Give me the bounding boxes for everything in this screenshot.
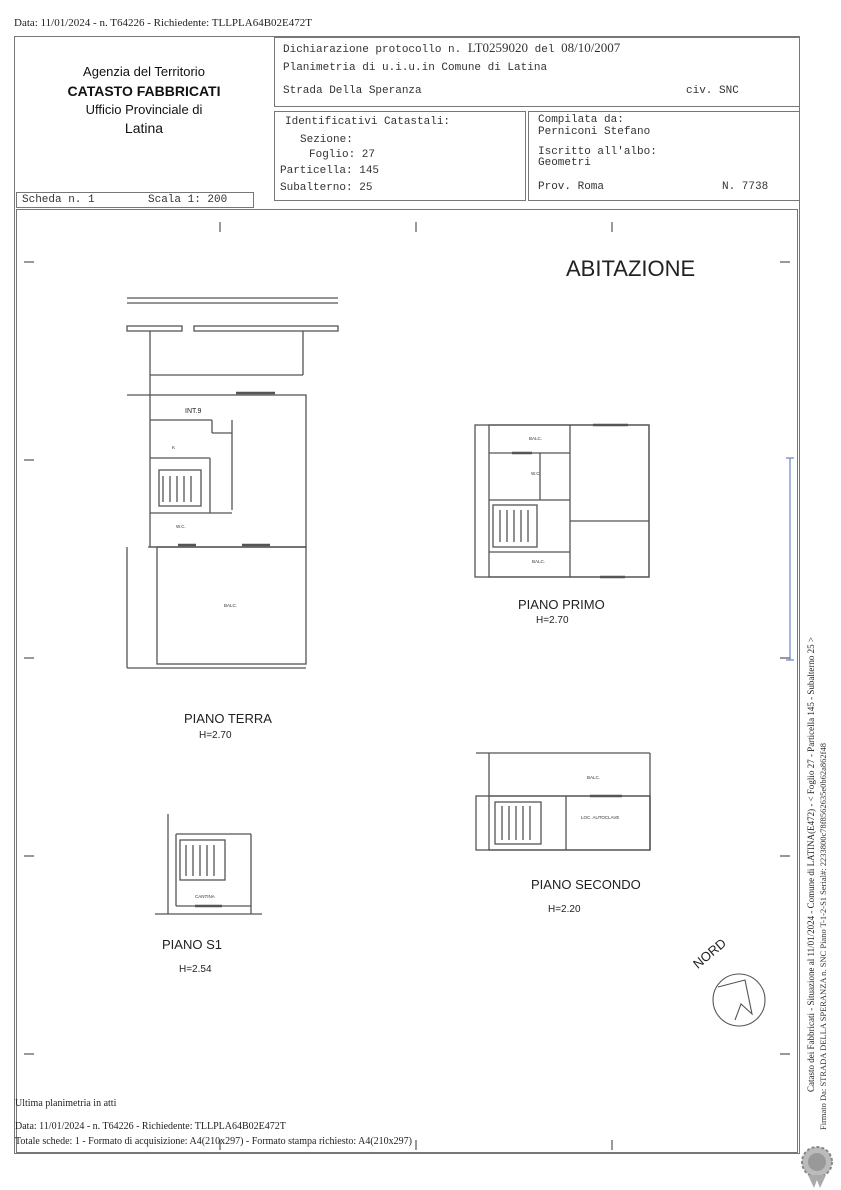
compilata-label: Compilata da: [538,114,624,126]
room-wc-primo: W.C. [531,471,541,476]
room-cantina: CANTINA [195,894,215,899]
protocol-date: 08/10/2007 [561,40,621,55]
room-loc-autoclave: LOC. AUTOCLAVE [581,815,620,820]
height-piano-terra: H=2.70 [199,730,232,741]
room-balc-terra: BALC. [224,603,238,608]
height-piano-s1: H=2.54 [179,964,212,975]
room-balc-secondo: BALC. [587,775,601,780]
sezione: Sezione: [300,134,353,146]
ident-title: Identificativi Catastali: [285,116,451,128]
street-line: Strada Della Speranza [283,85,422,97]
compilata-name: Perniconi Stefano [538,126,651,138]
subalterno: Subalterno: 25 [280,182,373,194]
side-text-2: Firmato Da: STRADA DELLA SPERANZA n. SNC Piano T-1-2-S1 Serial#: 2233800c78f8562635e0b62a862f48 [818,743,828,1130]
plan-piano-primo [475,425,649,577]
label-piano-secondo: PIANO SECONDO [531,877,641,892]
planimetry-line: Planimetria di u.i.u.in Comune di Latina [283,62,548,74]
room-int9: INT.9 [185,408,202,415]
plan-piano-secondo [476,753,650,850]
scheda-label: Scheda n. 1 [22,194,95,206]
label-piano-s1: PIANO S1 [162,937,222,952]
top-header-line: Data: 11/01/2024 - n. T64226 - Richiedente: TLLPLA64B02E472T [14,17,312,29]
frame-ticks [24,222,790,1150]
drawing-title: ABITAZIONE [566,256,696,281]
room-balc-primo-top: BALC. [529,436,543,441]
height-piano-secondo: H=2.20 [548,904,581,915]
catasto-title: CATASTO FABBRICATI [67,83,221,99]
plan-piano-s1 [155,814,262,914]
room-wc-terra: W.C. [176,524,186,529]
height-piano-primo: H=2.70 [536,615,569,626]
ufficio-line: Ufficio Provinciale di [85,102,203,117]
particella: Particella: 145 [280,165,380,177]
seal-icon [802,1147,832,1188]
agency-name: Agenzia del Territorio [83,64,205,79]
plan-piano-terra [127,298,338,668]
protocol-number: LT0259020 [467,40,529,55]
prov: Prov. Roma [538,181,605,193]
side-text-1: Catasto dei Fabbricati - Situazione al 11/01/2024 - Comune di LATINA(E472) - < Foglio 27 - Particella 145 - Subalterno 25 > [806,637,816,1092]
iscritto-value: Geometri [538,157,591,169]
room-k: K [172,445,176,450]
numero: N. 7738 [722,181,769,193]
foglio: Foglio: 27 [309,149,376,161]
footer-totale-line: Totale schede: 1 - Formato di acquisizione: A4(210x297) - Formato stampa richiesto: A4(210x297) [15,1136,412,1147]
side-marker [786,458,794,660]
label-piano-primo: PIANO PRIMO [518,597,605,612]
protocol-del: del [534,44,555,56]
north-compass [713,974,765,1026]
iscritto-label: Iscritto all'albo: [538,146,657,158]
nord-label: NORD [690,935,729,972]
ufficio-city: Latina [124,120,164,136]
scala-label: Scala 1: 200 [148,194,228,206]
protocol-prefix: Dichiarazione protocollo n. [283,44,462,56]
label-piano-terra: PIANO TERRA [184,711,272,726]
footer-data-line: Data: 11/01/2024 - n. T64226 - Richiedente: TLLPLA64B02E472T [15,1121,286,1132]
room-balc-primo-bottom: BALC. [532,559,546,564]
ultima-planimetria: Ultima planimetria in atti [15,1098,117,1109]
civ-line: civ. SNC [686,85,739,97]
